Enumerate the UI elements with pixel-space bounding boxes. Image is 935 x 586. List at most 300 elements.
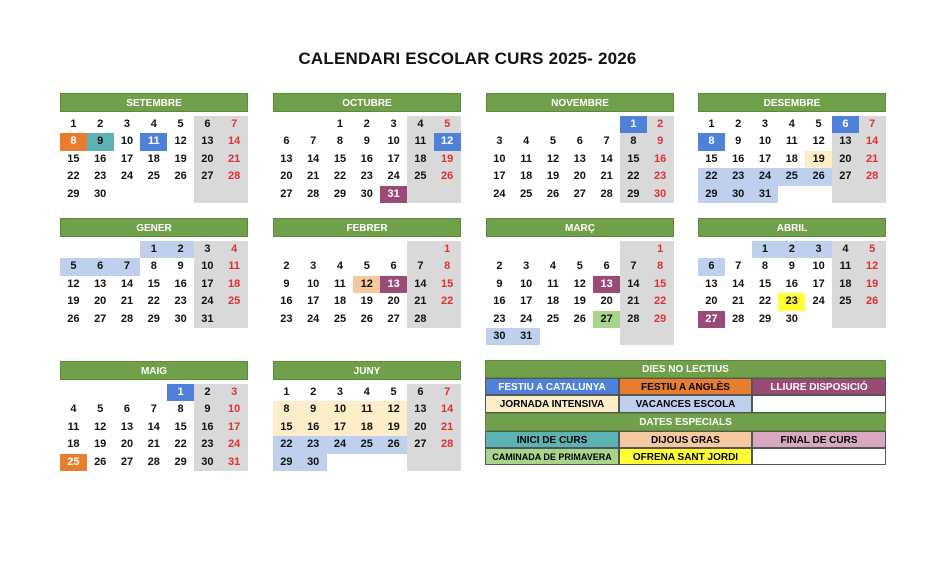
empty-cell	[60, 241, 87, 258]
day-cell: 1	[336, 118, 344, 130]
day-cell: 15	[705, 152, 718, 165]
day-cell: 15	[620, 151, 647, 168]
empty-cell	[805, 311, 832, 328]
day-cell: 11	[407, 133, 434, 150]
day-cell: 17	[327, 419, 354, 436]
empty-cell	[221, 186, 248, 203]
day-cell: 30	[647, 186, 674, 203]
day-cell: 29	[273, 454, 300, 471]
day-cell: 23	[493, 312, 506, 325]
month-header: DESEMBRE	[698, 93, 886, 112]
day-cell: 21	[120, 295, 134, 308]
day-cell: 13	[573, 152, 586, 165]
day-cell: 17	[520, 295, 533, 308]
day-cell: 2	[496, 260, 503, 273]
empty-cell	[620, 328, 647, 345]
empty-cell	[698, 241, 725, 258]
empty-cell	[566, 116, 593, 133]
day-cell: 20	[407, 419, 434, 436]
day-cell: 13	[407, 401, 434, 418]
day-cell: 8	[761, 260, 769, 273]
empty-cell	[87, 241, 114, 258]
day-cell: 7	[407, 258, 434, 275]
empty-cell	[832, 186, 859, 203]
day-cell: 15	[333, 152, 347, 165]
day-cell: 25	[832, 293, 859, 310]
day-cell: 20	[94, 295, 107, 308]
day-cell: 30	[94, 187, 107, 200]
day-cell: 11	[832, 258, 859, 275]
empty-cell	[593, 328, 620, 345]
day-cell: 26	[94, 455, 107, 468]
day-cell: 24	[327, 436, 354, 453]
empty-cell	[486, 116, 513, 133]
empty-cell	[566, 328, 593, 345]
legend-ofrena-sant-jordi: OFRENA SANT JORDI	[619, 448, 752, 465]
empty-cell	[778, 186, 805, 203]
day-cell: 26	[67, 312, 80, 325]
day-cell: 11	[785, 135, 798, 148]
day-cell: 8	[336, 135, 344, 148]
legend	[485, 360, 886, 465]
day-cell: 4	[70, 403, 77, 416]
day-cell: 20	[387, 295, 400, 308]
day-cell: 2	[735, 118, 742, 130]
day-cell: 29	[174, 455, 187, 468]
day-cell: 18	[221, 276, 248, 293]
legend-jornada-intensiva: JORNADA INTENSIVA	[485, 395, 619, 412]
day-cell: 10	[758, 135, 772, 148]
day-cell: 3	[761, 118, 769, 130]
day-grid	[60, 241, 248, 328]
day-cell: 25	[60, 454, 87, 471]
empty-cell	[513, 116, 540, 133]
day-cell: 24	[194, 293, 221, 310]
day-cell: 29	[758, 312, 772, 325]
day-cell: 18	[67, 438, 80, 451]
month-header: GENER	[60, 218, 248, 237]
day-grid	[60, 384, 248, 471]
month-header: FEBRER	[273, 218, 461, 237]
day-cell: 27	[832, 168, 859, 185]
day-cell: 21	[732, 295, 745, 308]
day-cell: 30	[785, 312, 798, 325]
legend-title-especials: DATES ESPECIALS	[485, 413, 886, 431]
day-cell: 15	[273, 419, 300, 436]
day-cell: 25	[333, 312, 347, 325]
day-cell: 17	[120, 152, 134, 165]
day-cell: 7	[859, 116, 886, 133]
day-grid	[486, 116, 674, 203]
day-cell: 23	[647, 168, 674, 185]
day-cell: 29	[147, 312, 160, 325]
day-grid	[486, 241, 674, 345]
empty-cell	[725, 241, 752, 258]
day-cell: 14	[307, 152, 320, 165]
day-cell: 26	[380, 436, 407, 453]
month-abril	[698, 218, 886, 328]
day-cell: 20	[280, 170, 293, 183]
day-cell: 7	[434, 384, 461, 401]
day-cell: 26	[805, 168, 832, 185]
legend-empty-cell	[752, 448, 886, 465]
day-cell: 20	[573, 170, 586, 183]
day-cell: 27	[94, 312, 107, 325]
day-grid	[60, 116, 248, 203]
day-cell: 29	[698, 186, 725, 203]
day-cell: 8	[698, 133, 725, 150]
day-cell: 2	[167, 241, 194, 258]
day-cell: 13	[280, 152, 293, 165]
day-cell: 9	[283, 277, 290, 290]
legend-vacances-escola: VACANCES ESCOLA	[619, 395, 752, 412]
day-cell: 1	[434, 241, 461, 258]
day-cell: 15	[67, 152, 80, 165]
month-novembre	[486, 93, 674, 203]
legend-dijous-gras: DIJOUS GRAS	[619, 431, 752, 448]
empty-cell	[353, 241, 380, 258]
day-cell: 30	[360, 187, 373, 200]
day-cell: 7	[603, 135, 610, 148]
day-cell: 6	[698, 258, 725, 275]
month-juny	[273, 361, 461, 471]
day-cell: 30	[300, 454, 327, 471]
day-grid	[273, 241, 461, 328]
day-cell: 10	[120, 135, 134, 148]
day-cell: 12	[859, 258, 886, 275]
day-cell: 18	[520, 170, 533, 183]
day-cell: 23	[280, 312, 293, 325]
empty-cell	[114, 241, 141, 258]
day-cell: 11	[334, 277, 346, 290]
day-cell: 21	[147, 438, 160, 451]
day-cell: 29	[647, 311, 674, 328]
day-cell: 14	[732, 277, 745, 290]
day-cell: 4	[363, 386, 370, 398]
day-cell: 1	[140, 241, 167, 258]
day-cell: 15	[434, 276, 461, 293]
day-cell: 27	[593, 311, 620, 328]
day-cell: 10	[493, 152, 506, 165]
day-cell: 9	[194, 401, 221, 418]
day-cell: 5	[859, 241, 886, 258]
day-cell: 7	[150, 403, 157, 416]
day-cell: 2	[194, 384, 221, 401]
day-cell: 31	[221, 454, 248, 471]
day-cell: 22	[434, 293, 461, 310]
day-cell: 6	[194, 116, 221, 133]
day-cell: 1	[620, 116, 647, 133]
day-cell: 24	[221, 436, 248, 453]
empty-cell	[407, 454, 434, 471]
day-cell: 25	[147, 170, 160, 183]
day-cell: 28	[859, 168, 886, 185]
day-cell: 4	[788, 118, 795, 130]
month-header: ABRIL	[698, 218, 886, 237]
day-cell: 13	[705, 277, 718, 290]
day-cell: 3	[523, 260, 530, 273]
day-cell: 16	[785, 277, 798, 290]
day-cell: 12	[434, 133, 461, 150]
day-cell: 14	[600, 152, 613, 165]
legend-caminada-primavera: CAMINADA DE PRIMAVERA	[485, 448, 619, 465]
day-cell: 21	[859, 151, 886, 168]
day-cell: 10	[812, 260, 825, 273]
empty-cell	[380, 454, 407, 471]
day-cell: 8	[177, 403, 184, 416]
day-cell: 3	[805, 241, 832, 258]
day-cell: 31	[752, 186, 779, 203]
day-cell: 11	[140, 133, 167, 150]
day-cell: 25	[778, 168, 805, 185]
day-cell: 1	[708, 118, 715, 130]
day-cell: 27	[387, 312, 400, 325]
day-cell: 19	[360, 295, 373, 308]
day-cell: 15	[147, 277, 160, 290]
day-cell: 16	[732, 152, 745, 165]
empty-cell	[434, 311, 461, 328]
day-grid	[273, 384, 461, 471]
day-cell: 17	[493, 170, 506, 183]
day-cell: 6	[407, 384, 434, 401]
day-cell: 7	[114, 258, 141, 275]
day-cell: 21	[434, 419, 461, 436]
day-cell: 12	[812, 135, 825, 148]
day-cell: 31	[194, 311, 221, 328]
day-cell: 19	[174, 152, 187, 165]
empty-cell	[540, 328, 567, 345]
empty-cell	[647, 328, 674, 345]
day-cell: 6	[283, 135, 290, 148]
empty-cell	[114, 384, 141, 401]
empty-cell	[300, 241, 327, 258]
day-cell: 16	[94, 152, 107, 165]
day-cell: 11	[520, 152, 533, 165]
month-header: SETEMBRE	[60, 93, 248, 112]
day-cell: 22	[67, 170, 80, 183]
day-cell: 21	[620, 293, 647, 310]
empty-cell	[407, 241, 434, 258]
day-cell: 25	[407, 168, 434, 185]
day-cell: 28	[434, 436, 461, 453]
day-cell: 3	[336, 386, 344, 398]
day-cell: 5	[434, 116, 461, 133]
day-cell: 4	[407, 116, 434, 133]
day-cell: 17	[387, 152, 400, 165]
day-cell: 9	[87, 133, 114, 150]
day-cell: 19	[859, 276, 886, 293]
day-cell: 1	[167, 384, 194, 401]
day-cell: 21	[407, 293, 434, 310]
day-cell: 19	[573, 295, 586, 308]
empty-cell	[114, 186, 141, 203]
day-cell: 4	[336, 260, 344, 273]
day-cell: 19	[380, 419, 407, 436]
day-cell: 18	[333, 295, 347, 308]
day-cell: 22	[647, 293, 674, 310]
day-cell: 5	[177, 118, 184, 130]
empty-cell	[194, 186, 221, 203]
day-cell: 1	[752, 241, 779, 258]
day-cell: 11	[547, 277, 559, 290]
day-cell: 5	[576, 260, 583, 273]
day-cell: 10	[221, 401, 248, 418]
day-cell: 17	[221, 419, 248, 436]
day-cell: 20	[705, 295, 718, 308]
day-cell: 7	[620, 258, 647, 275]
day-cell: 14	[221, 133, 248, 150]
empty-cell	[140, 186, 167, 203]
day-cell: 23	[725, 168, 752, 185]
day-cell: 10	[520, 277, 533, 290]
legend-festiu-catalunya: FESTIU A CATALUNYA	[485, 378, 619, 395]
day-cell: 18	[353, 419, 380, 436]
day-cell: 12	[174, 135, 187, 148]
empty-cell	[300, 116, 327, 133]
empty-cell	[273, 241, 300, 258]
day-cell: 27	[280, 187, 293, 200]
month-header: MARÇ	[486, 218, 674, 237]
day-cell: 19	[67, 295, 80, 308]
day-cell: 7	[735, 260, 742, 273]
day-cell: 18	[407, 151, 434, 168]
day-cell: 1	[283, 386, 290, 398]
empty-cell	[513, 241, 540, 258]
day-cell: 16	[194, 419, 221, 436]
day-cell: 27	[573, 187, 586, 200]
month-desembre	[698, 93, 886, 203]
empty-cell	[486, 241, 513, 258]
day-cell: 5	[549, 135, 557, 148]
day-cell: 20	[832, 151, 859, 168]
day-cell: 28	[600, 187, 613, 200]
day-cell: 28	[407, 311, 434, 328]
day-cell: 9	[177, 260, 184, 273]
day-cell: 16	[174, 277, 187, 290]
day-cell: 28	[307, 187, 320, 200]
day-cell: 21	[221, 151, 248, 168]
day-cell: 10	[327, 401, 354, 418]
empty-cell	[221, 311, 248, 328]
day-cell: 18	[832, 276, 859, 293]
day-cell: 20	[600, 295, 613, 308]
page-title: CALENDARI ESCOLAR CURS 2025- 2026	[298, 49, 637, 68]
day-cell: 18	[546, 295, 560, 308]
empty-cell	[832, 311, 859, 328]
day-cell: 24	[307, 312, 320, 325]
empty-cell	[167, 186, 194, 203]
month-setembre	[60, 93, 248, 203]
day-cell: 23	[194, 436, 221, 453]
empty-cell	[353, 454, 380, 471]
month-maig	[60, 361, 248, 471]
day-cell: 3	[221, 384, 248, 401]
day-cell: 21	[600, 170, 613, 183]
day-cell: 19	[94, 438, 107, 451]
day-cell: 22	[333, 170, 347, 183]
day-cell: 22	[620, 168, 647, 185]
day-cell: 27	[194, 168, 221, 185]
empty-cell	[140, 384, 167, 401]
day-cell: 12	[353, 276, 380, 293]
day-cell: 29	[333, 187, 347, 200]
legend-inici-curs: INICI DE CURS	[485, 431, 619, 448]
day-cell: 25	[221, 293, 248, 310]
day-cell: 10	[387, 135, 400, 148]
day-cell: 9	[788, 260, 795, 273]
day-cell: 25	[520, 187, 533, 200]
month-març	[486, 218, 674, 345]
day-cell: 20	[120, 438, 134, 451]
month-header: NOVEMBRE	[486, 93, 674, 112]
day-cell: 26	[546, 187, 560, 200]
day-grid	[698, 241, 886, 328]
day-cell: 13	[593, 276, 620, 293]
day-cell: 4	[832, 241, 859, 258]
day-cell: 28	[221, 168, 248, 185]
day-cell: 30	[725, 186, 752, 203]
day-cell: 12	[94, 420, 107, 433]
empty-cell	[593, 116, 620, 133]
day-cell: 19	[434, 151, 461, 168]
day-cell: 11	[221, 258, 248, 275]
month-febrer	[273, 218, 461, 328]
day-cell: 9	[496, 277, 503, 290]
day-cell: 23	[94, 170, 107, 183]
day-cell: 8	[647, 258, 674, 275]
empty-cell	[434, 186, 461, 203]
day-cell: 22	[147, 295, 160, 308]
day-cell: 27	[407, 436, 434, 453]
empty-cell	[327, 241, 354, 258]
day-cell: 22	[273, 436, 300, 453]
day-cell: 11	[67, 420, 80, 433]
day-cell: 31	[513, 328, 540, 345]
day-cell: 2	[647, 116, 674, 133]
day-cell: 7	[310, 135, 317, 148]
day-cell: 12	[546, 152, 560, 165]
month-header: OCTUBRE	[273, 93, 461, 112]
empty-cell	[540, 116, 567, 133]
day-cell: 26	[859, 293, 886, 310]
empty-cell	[434, 454, 461, 471]
day-cell: 14	[434, 401, 461, 418]
day-cell: 28	[620, 311, 647, 328]
empty-cell	[273, 116, 300, 133]
day-cell: 24	[812, 295, 825, 308]
day-cell: 9	[735, 135, 742, 148]
day-cell: 8	[150, 260, 157, 273]
day-cell: 3	[310, 260, 317, 273]
day-cell: 7	[221, 116, 248, 133]
day-cell: 14	[620, 276, 647, 293]
day-cell: 5	[97, 403, 104, 416]
day-cell: 10	[307, 277, 320, 290]
day-cell: 17	[812, 277, 825, 290]
day-cell: 8	[273, 401, 300, 418]
day-cell: 1	[70, 118, 77, 130]
day-cell: 27	[698, 311, 725, 328]
legend-final-curs: FINAL DE CURS	[752, 431, 886, 448]
month-header: JUNY	[273, 361, 461, 380]
day-cell: 10	[194, 258, 221, 275]
day-cell: 23	[300, 436, 327, 453]
legend-title-no-lectius: DIES NO LECTIUS	[485, 360, 886, 378]
legend-lliure-disposicio: LLIURE DISPOSICIÓ	[752, 378, 886, 395]
day-cell: 4	[523, 135, 530, 148]
day-cell: 19	[546, 170, 560, 183]
day-cell: 6	[390, 260, 397, 273]
